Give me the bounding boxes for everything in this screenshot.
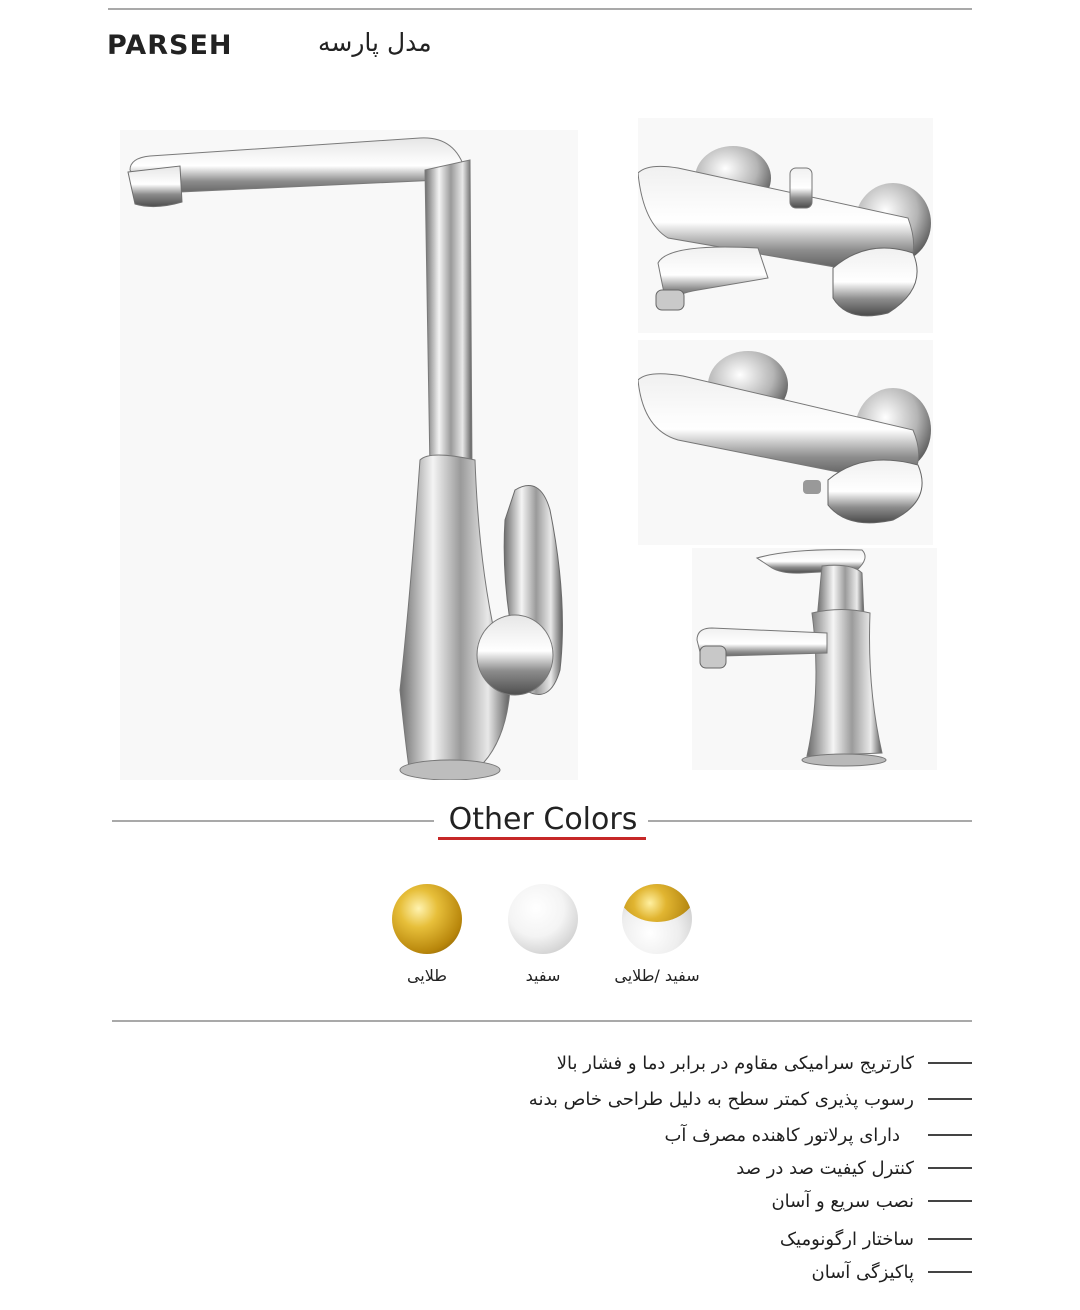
swatch-gold-label: طلایی xyxy=(406,966,448,985)
dash-icon xyxy=(928,1062,972,1064)
swatch-white-gold xyxy=(622,884,692,954)
basin-faucet-image xyxy=(692,548,937,770)
dash-icon xyxy=(928,1167,972,1169)
dash-icon xyxy=(928,1271,972,1273)
brand-name: PARSEH xyxy=(107,30,233,61)
dash-icon xyxy=(928,1134,972,1136)
feature-item xyxy=(736,1153,972,1183)
feature-item xyxy=(529,1084,972,1114)
shower-mixer-icon xyxy=(638,340,933,545)
bath-mixer-image xyxy=(638,118,933,333)
other-colors-underline xyxy=(438,837,646,840)
feature-text: ساختار ارگونومیک xyxy=(779,1228,914,1250)
swatch-white xyxy=(508,884,578,954)
bath-mixer-icon xyxy=(638,118,933,333)
kitchen-faucet-image xyxy=(120,130,578,780)
feature-item xyxy=(557,1048,972,1078)
top-rule xyxy=(108,8,972,10)
other-colors-title: Other Colors xyxy=(448,802,638,837)
feature-text: پاکیزگی آسان xyxy=(811,1261,914,1283)
feature-text: رسوب پذیری کمتر سطح به دلیل طراحی خاص بدنه xyxy=(528,1088,914,1110)
feature-item xyxy=(811,1257,972,1287)
features-rule xyxy=(112,1020,972,1022)
swatch-white-gold-cap xyxy=(622,884,692,922)
model-label: مدل پارسه xyxy=(318,28,432,57)
swatch-white-gold-label: سفید /طلایی xyxy=(614,966,700,985)
feature-item xyxy=(780,1224,972,1254)
colors-rule-right xyxy=(648,820,972,822)
feature-text: کنترل کیفیت صد در صد xyxy=(736,1157,914,1179)
swatch-gold xyxy=(392,884,462,954)
feature-item xyxy=(664,1120,972,1150)
feature-item xyxy=(771,1186,972,1216)
feature-text: نصب سریع و آسان xyxy=(771,1190,914,1212)
swatch-white-label: سفید xyxy=(525,966,561,985)
colors-rule-left xyxy=(112,820,434,822)
shower-mixer-image xyxy=(638,340,933,545)
dash-icon xyxy=(928,1238,972,1240)
feature-text: دارای پرلاتور کاهنده مصرف آب xyxy=(664,1124,900,1146)
basin-faucet-icon xyxy=(692,548,937,770)
feature-text: کارتریج سرامیکی مقاوم در برابر دما و فشار بالا xyxy=(556,1052,914,1074)
kitchen-faucet-icon xyxy=(120,130,578,780)
dash-icon xyxy=(928,1098,972,1100)
dash-icon xyxy=(928,1200,972,1202)
